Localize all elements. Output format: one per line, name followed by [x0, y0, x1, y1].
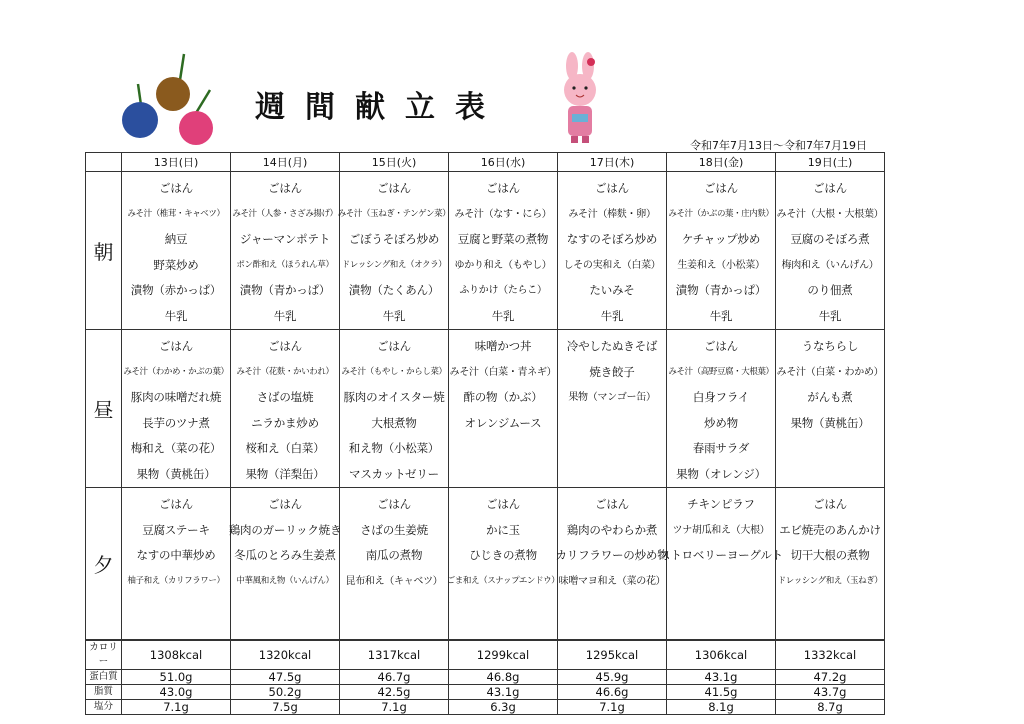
menu-item: 漬物（青かっぱ） [239, 283, 331, 297]
day-header: 14日(月) [231, 153, 340, 172]
nutrition-value: 8.7g [776, 699, 885, 714]
menu-cell [122, 172, 231, 330]
menu-item: なすのそぼろ炒め [566, 232, 658, 246]
menu-item: ごはん [268, 339, 302, 353]
menu-item: みそ汁（わかめ・かぶの葉） [123, 366, 229, 377]
fruit-illustration [118, 50, 228, 150]
nutrition-value: 43.1g [667, 669, 776, 684]
corner-cell [86, 153, 122, 172]
menu-item: ごはん [704, 339, 738, 353]
menu-item: ごはん [377, 181, 411, 195]
menu-item: さばの生姜焼 [360, 522, 428, 537]
nutrition-value: 7.1g [558, 699, 667, 714]
nutrition-value: 46.7g [340, 669, 449, 684]
menu-item: 和え物（小松菜） [348, 441, 440, 455]
menu-cell [446, 488, 560, 640]
menu-table [85, 152, 885, 715]
menu-cell [337, 172, 451, 330]
menu-cell [449, 330, 558, 488]
menu-item: エビ焼売のあんかけ [779, 522, 881, 537]
menu-item: 南瓜の煮物 [365, 548, 423, 562]
menu-item: ケチャップ炒め [681, 232, 761, 246]
menu-item: がんも煮 [807, 390, 853, 404]
menu-item: みそ汁（白菜・青ネギ） [449, 366, 557, 378]
menu-item: オレンジムース [464, 415, 542, 430]
menu-item: 牛乳 [818, 308, 842, 323]
menu-item: みそ汁（かぶの葉・庄内麩） [668, 208, 774, 219]
menu-item: みそ汁（なす・にら） [454, 208, 552, 220]
menu-item: 牛乳 [273, 308, 297, 323]
nutrition-row [86, 669, 885, 684]
menu-item: ゆかり和え（もやし） [454, 259, 552, 271]
menu-item: 梅和え（菜の花） [130, 441, 222, 455]
menu-item: 鶏肉のガーリック焼き [228, 522, 342, 537]
menu-item: 漬物（たくあん） [348, 283, 440, 297]
menu-item: ふりかけ（たらこ） [459, 285, 547, 296]
menu-item: なすの中華炒め [136, 548, 216, 562]
menu-item: 豆腐ステーキ [142, 522, 210, 537]
menu-item: ポン酢和え（ほうれん草） [236, 259, 334, 270]
nutrition-label: カロリー [86, 640, 122, 670]
menu-item: 鶏肉のやわらか煮 [566, 522, 658, 537]
nutrition-value: 8.1g [667, 699, 776, 714]
menu-item: 牛乳 [709, 308, 733, 323]
bunny-illustration [555, 52, 607, 147]
menu-item: ごはん [159, 181, 193, 195]
menu-item: のり佃煮 [807, 283, 853, 297]
menu-item: カリフラワーの炒め物 [555, 548, 669, 562]
menu-item: ごはん [486, 497, 520, 511]
menu-item: 牛乳 [382, 308, 406, 323]
menu-item: ごはん [704, 181, 738, 195]
meal-label: 朝 [86, 172, 122, 330]
menu-item: 柚子和え（カリフラワー） [127, 575, 225, 586]
menu-cell [667, 172, 776, 330]
menu-item: ドレッシング和え（オクラ） [341, 259, 447, 270]
day-header: 19日(土) [776, 153, 885, 172]
menu-cell [231, 330, 340, 488]
nutrition-value: 1299kcal [449, 640, 558, 670]
menu-item: 納豆 [164, 232, 188, 246]
menu-item: 炒め物 [704, 415, 738, 430]
menu-item: 生姜和え（小松菜） [677, 259, 765, 271]
menu-cell [228, 488, 342, 640]
menu-item: ごはん [813, 181, 847, 195]
nutrition-value: 6.3g [449, 699, 558, 714]
menu-cell [659, 488, 783, 640]
menu-item: ごはん [595, 497, 629, 511]
nutrition-value: 47.2g [776, 669, 885, 684]
menu-cell [449, 172, 558, 330]
meal-label: 夕 [86, 488, 122, 640]
day-header: 16日(水) [449, 153, 558, 172]
nutrition-value: 43.0g [122, 684, 231, 699]
menu-item: 春雨サラダ [692, 441, 750, 455]
menu-item: ごはん [377, 339, 411, 353]
menu-item: しその実和え（白菜） [563, 259, 661, 271]
menu-cell [340, 330, 449, 488]
menu-item: 味噌マヨ和え（菜の花） [558, 575, 666, 587]
menu-item: ごはん [159, 339, 193, 353]
menu-item: マスカットゼリー [349, 466, 439, 481]
menu-item: 酢の物（かぶ） [463, 390, 543, 404]
meal-label: 昼 [86, 330, 122, 488]
nutrition-value: 1306kcal [667, 640, 776, 670]
menu-cell [122, 488, 231, 640]
menu-cell [231, 172, 340, 330]
nutrition-label: 蛋白質 [86, 669, 122, 684]
menu-cell [558, 330, 667, 488]
nutrition-value: 43.1g [449, 684, 558, 699]
menu-cell [555, 488, 669, 640]
nutrition-value: 45.9g [558, 669, 667, 684]
menu-item: 果物（マンゴー缶） [568, 392, 656, 403]
menu-item: ごはん [377, 497, 411, 511]
nutrition-value: 7.5g [231, 699, 340, 714]
menu-item: 味噌かつ丼 [474, 339, 532, 353]
menu-item: みそ汁（高野豆腐・大根葉） [668, 366, 774, 377]
menu-item: 豆腐のそぼろ煮 [790, 232, 870, 246]
day-header: 15日(火) [340, 153, 449, 172]
menu-item: 牛乳 [491, 308, 515, 323]
menu-cell [776, 488, 885, 640]
nutrition-row [86, 699, 885, 714]
menu-item: ごはん [159, 497, 193, 511]
menu-item: チキンピラフ [687, 497, 755, 511]
menu-item: みそ汁（花麩・かいわれ） [236, 366, 334, 377]
menu-item: 牛乳 [164, 308, 188, 323]
menu-item: 大根煮物 [371, 415, 417, 430]
page-title: 週間献立表 [255, 90, 505, 125]
meal-row [86, 488, 885, 640]
menu-item: 豚肉の味噌だれ焼 [130, 390, 222, 404]
nutrition-value: 50.2g [231, 684, 340, 699]
menu-item: 野菜炒め [153, 257, 199, 272]
menu-item: みそ汁（椎茸・キャベツ） [127, 208, 225, 219]
menu-item: ごま和え（スナップエンドウ） [446, 575, 560, 586]
nutrition-value: 46.6g [558, 684, 667, 699]
menu-item: ごはん [268, 181, 302, 195]
nutrition-value: 43.7g [776, 684, 885, 699]
menu-item: 白身フライ [692, 390, 750, 404]
menu-item: 焼き餃子 [589, 364, 635, 379]
menu-item: 冬瓜のとろみ生姜煮 [234, 548, 336, 562]
meal-row [86, 330, 885, 488]
menu-item: みそ汁（人参・さざみ揚げ） [232, 208, 338, 219]
nutrition-value: 42.5g [340, 684, 449, 699]
date-range: 令和7年7月13日～令和7年7月19日 [690, 139, 867, 152]
menu-cell [340, 488, 449, 640]
menu-item: ひじきの煮物 [469, 548, 537, 562]
nutrition-value: 47.5g [231, 669, 340, 684]
menu-item: ニラかま炒め [251, 415, 319, 430]
menu-item: 長芋のツナ煮 [142, 415, 210, 430]
menu-item: 豚肉のオイスター焼 [343, 390, 445, 404]
nutrition-value: 51.0g [122, 669, 231, 684]
day-header: 13日(日) [122, 153, 231, 172]
nutrition-label: 塩分 [86, 699, 122, 714]
menu-cell [776, 172, 885, 330]
nutrition-value: 41.5g [667, 684, 776, 699]
menu-item: ごはん [486, 181, 520, 195]
menu-item: みそ汁（大根・大根葉） [776, 208, 884, 220]
nutrition-row [86, 684, 885, 699]
menu-item: ストロベリーヨーグルト [659, 548, 783, 562]
menu-item: 桜和え（白菜） [245, 441, 325, 455]
menu-item: ごはん [813, 497, 847, 511]
menu-item: 豆腐と野菜の煮物 [457, 232, 549, 246]
meal-row [86, 172, 885, 330]
menu-item: かに玉 [486, 522, 520, 537]
nutrition-value: 1317kcal [340, 640, 449, 670]
nutrition-value: 1320kcal [231, 640, 340, 670]
menu-item: 牛乳 [600, 308, 624, 323]
menu-item: みそ汁（玉ねぎ・テンゲン菜） [337, 208, 451, 219]
menu-item: 切干大根の煮物 [790, 548, 870, 562]
menu-item: ドレッシング和え（玉ねぎ） [777, 575, 883, 586]
menu-item: 昆布和え（キャベツ） [345, 575, 443, 587]
menu-item: 梅肉和え（いんげん） [781, 259, 879, 271]
menu-item: 中華風和え物（いんげん） [236, 575, 334, 586]
menu-item: ジャーマンポテト [239, 232, 331, 246]
menu-item: ごぼうそぼろ炒め [348, 232, 440, 246]
menu-item: 漬物（青かっぱ） [675, 283, 767, 297]
nutrition-value: 7.1g [122, 699, 231, 714]
nutrition-value: 46.8g [449, 669, 558, 684]
menu-item: 果物（オレンジ） [676, 466, 766, 481]
menu-item: 果物（黄桃缶） [790, 415, 870, 430]
menu-cell [558, 172, 667, 330]
menu-item: ごはん [595, 181, 629, 195]
menu-item: みそ汁（棒麩・卵） [568, 208, 656, 220]
menu-cell [122, 330, 231, 488]
menu-item: ツナ胡瓜和え（大根） [672, 524, 770, 536]
menu-item: みそ汁（白菜・わかめ） [776, 366, 884, 378]
menu-item: みそ汁（もやし・からし菜） [341, 366, 447, 377]
day-header: 17日(木) [558, 153, 667, 172]
menu-item: 果物（黄桃缶） [136, 466, 216, 481]
menu-cell [776, 330, 885, 488]
menu-item: ごはん [268, 497, 302, 511]
nutrition-value: 1295kcal [558, 640, 667, 670]
nutrition-value: 1308kcal [122, 640, 231, 670]
menu-item: 冷やしたぬきそば [566, 339, 658, 353]
nutrition-value: 7.1g [340, 699, 449, 714]
menu-item: 漬物（赤かっぱ） [130, 283, 222, 297]
menu-item: たいみそ [589, 283, 635, 297]
nutrition-row [86, 640, 885, 670]
menu-item: さばの塩焼 [256, 390, 314, 404]
menu-item: うなちらし [801, 339, 859, 353]
menu-cell [667, 330, 776, 488]
menu-item: 果物（洋梨缶） [245, 466, 325, 481]
nutrition-label: 脂質 [86, 684, 122, 699]
day-header: 18日(金) [667, 153, 776, 172]
nutrition-value: 1332kcal [776, 640, 885, 670]
